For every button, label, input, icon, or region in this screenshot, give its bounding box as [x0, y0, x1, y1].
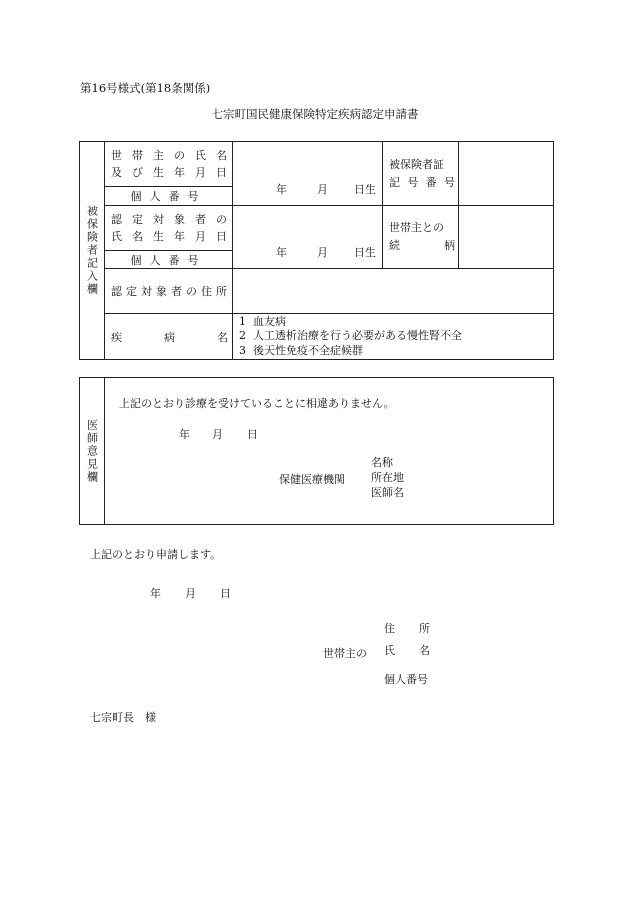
- medical-institution-fields: [371, 455, 404, 500]
- disease-item[interactable]: 2 人工透析治療を行う必要がある慢性腎不全: [239, 329, 462, 343]
- insurance-card-number-field[interactable]: [459, 142, 554, 206]
- addressee: 七宗町長 様: [90, 711, 156, 724]
- label-char: 氏: [195, 149, 206, 162]
- insured-section-table: [79, 141, 554, 360]
- label-char: 続: [389, 239, 400, 252]
- subject-name-dob-label: [105, 206, 233, 251]
- doctor-date: 年 月 日: [179, 428, 258, 441]
- label-char: 氏: [111, 230, 122, 243]
- subject-personal-number-label: 個人番号: [105, 251, 233, 269]
- label-char: 号: [443, 175, 455, 189]
- label-char: 柄: [444, 239, 455, 252]
- label-char: の: [174, 149, 185, 162]
- label-char: の: [216, 213, 227, 226]
- medical-institution-label: 保健医療機関: [279, 473, 345, 486]
- label-char: 病: [164, 330, 175, 344]
- institution-address-label: 所在地: [371, 471, 404, 484]
- label-char: 生: [153, 166, 164, 179]
- label-char: 名: [217, 330, 228, 344]
- applicant-name-label: 氏 名: [384, 644, 430, 657]
- relation-field[interactable]: [459, 206, 554, 269]
- insured-side-label: 被保険者記入欄: [80, 142, 105, 360]
- label-char: 年: [174, 230, 185, 243]
- label-char: 名: [132, 230, 143, 243]
- subject-address-field[interactable]: [233, 269, 554, 314]
- disease-item[interactable]: 3 後天性免疫不全症候群: [239, 343, 363, 357]
- disease-item[interactable]: 1 血友病: [239, 314, 286, 328]
- application-date: 年 月 日: [150, 587, 231, 600]
- label-char: 日: [216, 230, 227, 243]
- label-char: び: [132, 166, 143, 179]
- applicant-personal-number-label: 個人番号: [384, 673, 428, 686]
- institution-name-label: 名称: [371, 456, 393, 469]
- label-char: 記: [389, 175, 400, 189]
- label-char: 名: [216, 149, 227, 162]
- householder-name-dob-label: [105, 142, 233, 187]
- householder-personal-number-label: 個人番号: [105, 187, 233, 206]
- label-char: 月: [195, 166, 206, 179]
- label-char: 対: [153, 213, 164, 226]
- label-char: 者: [195, 213, 206, 226]
- form-number: 第16号様式(第18条関係): [80, 81, 211, 95]
- label-char: 認: [111, 213, 122, 226]
- disease-list: [233, 314, 554, 360]
- label-char: 年: [174, 166, 185, 179]
- label-char: 番: [425, 175, 437, 189]
- label-char: 日: [216, 166, 227, 179]
- label-char: 号: [407, 175, 419, 189]
- label-char: 象: [174, 213, 185, 226]
- application-statement: 上記のとおり申請します。: [90, 548, 222, 561]
- doctor-opinion-area[interactable]: [105, 378, 554, 525]
- label-char: 世: [111, 149, 122, 162]
- disease-label: [105, 314, 233, 360]
- doctor-name-label: 医師名: [371, 486, 404, 499]
- doctor-statement: 上記のとおり診療を受けていることに相違ありません。: [119, 397, 395, 410]
- label-char: 月: [195, 230, 206, 243]
- doctor-side-label: 医師意見欄: [80, 378, 105, 525]
- householder-label: 世帯主の: [323, 647, 367, 660]
- label-char: 帯: [132, 149, 143, 162]
- label-char: 疾: [111, 330, 122, 344]
- subject-address-label: 認定対象者の住所: [105, 269, 233, 314]
- householder-name-dob-field[interactable]: 年 月 日生: [233, 142, 383, 206]
- relation-label: 世帯主との 続 柄: [383, 206, 459, 269]
- label-char: 定: [132, 213, 143, 226]
- label-char: 及: [111, 166, 122, 179]
- applicant-address-label: 住 所: [384, 622, 430, 635]
- label-char: 生: [153, 230, 164, 243]
- doctor-section-table: [79, 377, 554, 525]
- subject-name-dob-field[interactable]: 年 月 日生: [233, 206, 383, 269]
- insurance-card-number-label: 被保険者証 記 号 番 号: [383, 142, 459, 206]
- form-title: 七宗町国民健康保険特定疾病認定申請書: [211, 107, 419, 121]
- label-char: 主: [153, 149, 164, 162]
